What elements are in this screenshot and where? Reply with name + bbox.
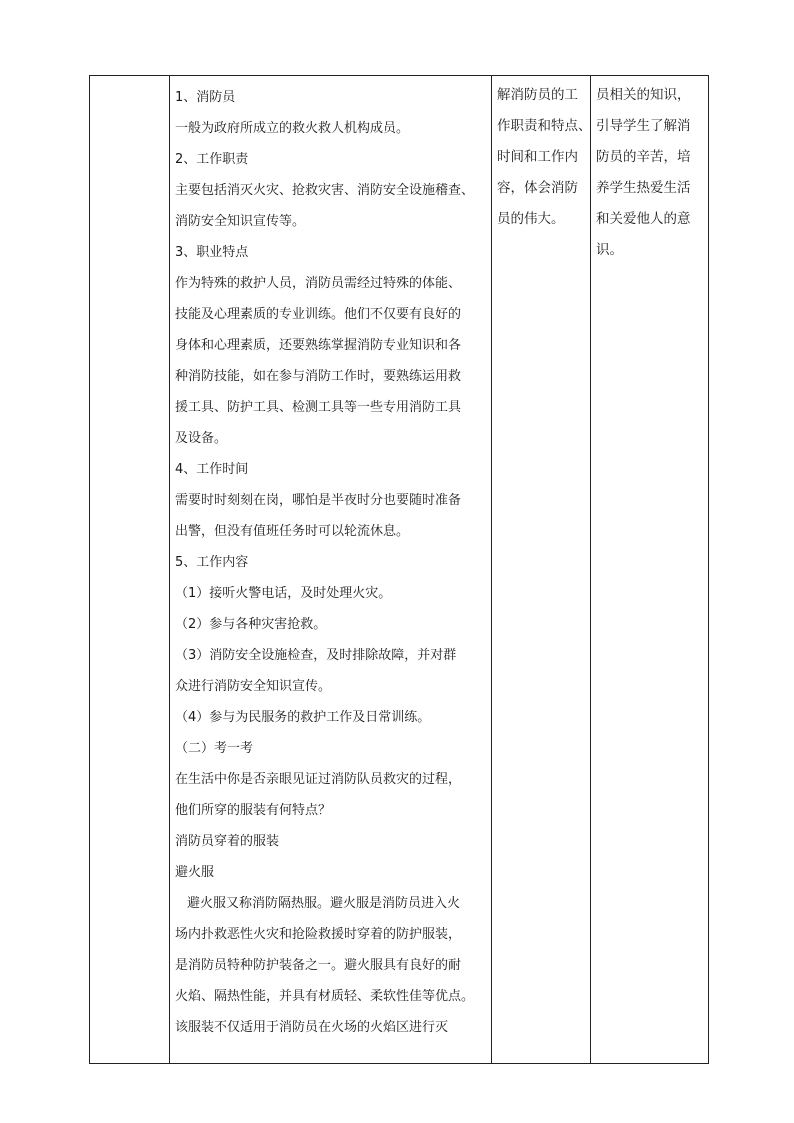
content-line: 是消防员特种防护装备之一。避火服具有良好的耐 bbox=[175, 958, 462, 973]
content-line: 援工具、防护工具、检测工具等一些专用消防工具 bbox=[175, 400, 462, 415]
content-line: 该服装不仅适用于消防员在火场的火焰区进行灭 bbox=[175, 1020, 449, 1035]
intent-line: 员相关的知识， bbox=[596, 87, 691, 103]
aim-line: 作职责和特点、 bbox=[497, 118, 592, 134]
learning-aim-cell bbox=[491, 76, 590, 1063]
teaching-content-cell bbox=[169, 76, 491, 1063]
content-line: 1、消防员 bbox=[175, 90, 236, 105]
aim-line: 容，体会消防 bbox=[497, 180, 578, 196]
content-line: 及设备。 bbox=[175, 431, 228, 446]
content-line: 众进行消防安全知识宣传。 bbox=[175, 679, 332, 694]
intent-line: 识。 bbox=[596, 242, 623, 258]
stage-cell bbox=[90, 76, 169, 1063]
content-line: （2）参与各种灾害抢救。 bbox=[175, 617, 327, 632]
content-line: 火焰、隔热性能，并具有材质轻、柔软性佳等优点。 bbox=[175, 989, 475, 1004]
content-line: 作为特殊的救护人员，消防员需经过特殊的体能、 bbox=[175, 276, 462, 291]
content-line: 在生活中你是否亲眼见证过消防队员救灾的过程， bbox=[175, 772, 462, 787]
content-line: 场内扑救恶性火灾和抢险救援时穿着的防护服装， bbox=[175, 927, 462, 942]
content-line: 身体和心理素质，还要熟练掌握消防专业知识和各 bbox=[175, 338, 462, 353]
content-line: 消防安全知识宣传等。 bbox=[175, 214, 306, 229]
content-line: 他们所穿的服装有何特点？ bbox=[175, 803, 332, 818]
content-line: 种消防技能，如在参与消防工作时，要熟练运用救 bbox=[175, 369, 462, 384]
intent-line: 养学生热爱生活 bbox=[596, 180, 691, 196]
aim-line: 员的伟大。 bbox=[497, 211, 565, 227]
lesson-table bbox=[89, 75, 709, 1064]
content-line: 3、职业特点 bbox=[175, 245, 249, 260]
content-line: 5、工作内容 bbox=[175, 555, 249, 570]
content-line: （4）参与为民服务的救护工作及日常训练。 bbox=[175, 710, 431, 725]
content-line: 一般为政府所成立的救火救人机构成员。 bbox=[175, 121, 410, 136]
content-line: 主要包括消灭火灾、抢救灾害、消防安全设施稽查、 bbox=[175, 183, 475, 198]
design-intent-cell bbox=[590, 76, 709, 1063]
intent-line: 和关爱他人的意 bbox=[596, 211, 691, 227]
content-line: 2、工作职责 bbox=[175, 152, 249, 167]
aim-line: 解消防员的工 bbox=[497, 87, 578, 103]
content-line: 需要时时刻刻在岗，哪怕是半夜时分也要随时准备 bbox=[175, 493, 462, 508]
content-line: 出警，但没有值班任务时可以轮流休息。 bbox=[175, 524, 410, 539]
content-line: （3）消防安全设施检查，及时排除故障，并对群 bbox=[175, 648, 457, 663]
intent-line: 引导学生了解消 bbox=[596, 118, 691, 134]
content-line: （二）考一考 bbox=[175, 741, 254, 756]
content-line: 4、工作时间 bbox=[175, 462, 249, 477]
content-line: 消防员穿着的服装 bbox=[175, 834, 280, 849]
intent-line: 防员的辛苦，培 bbox=[596, 149, 691, 165]
content-line: 避火服 bbox=[175, 865, 215, 880]
content-line: 技能及心理素质的专业训练。他们不仅要有良好的 bbox=[175, 307, 462, 322]
content-line: 避火服又称消防隔热服。避火服是消防员进入火 bbox=[187, 896, 461, 911]
aim-line: 时间和工作内 bbox=[497, 149, 578, 165]
content-line: （1）接听火警电话，及时处理火灾。 bbox=[175, 586, 392, 601]
